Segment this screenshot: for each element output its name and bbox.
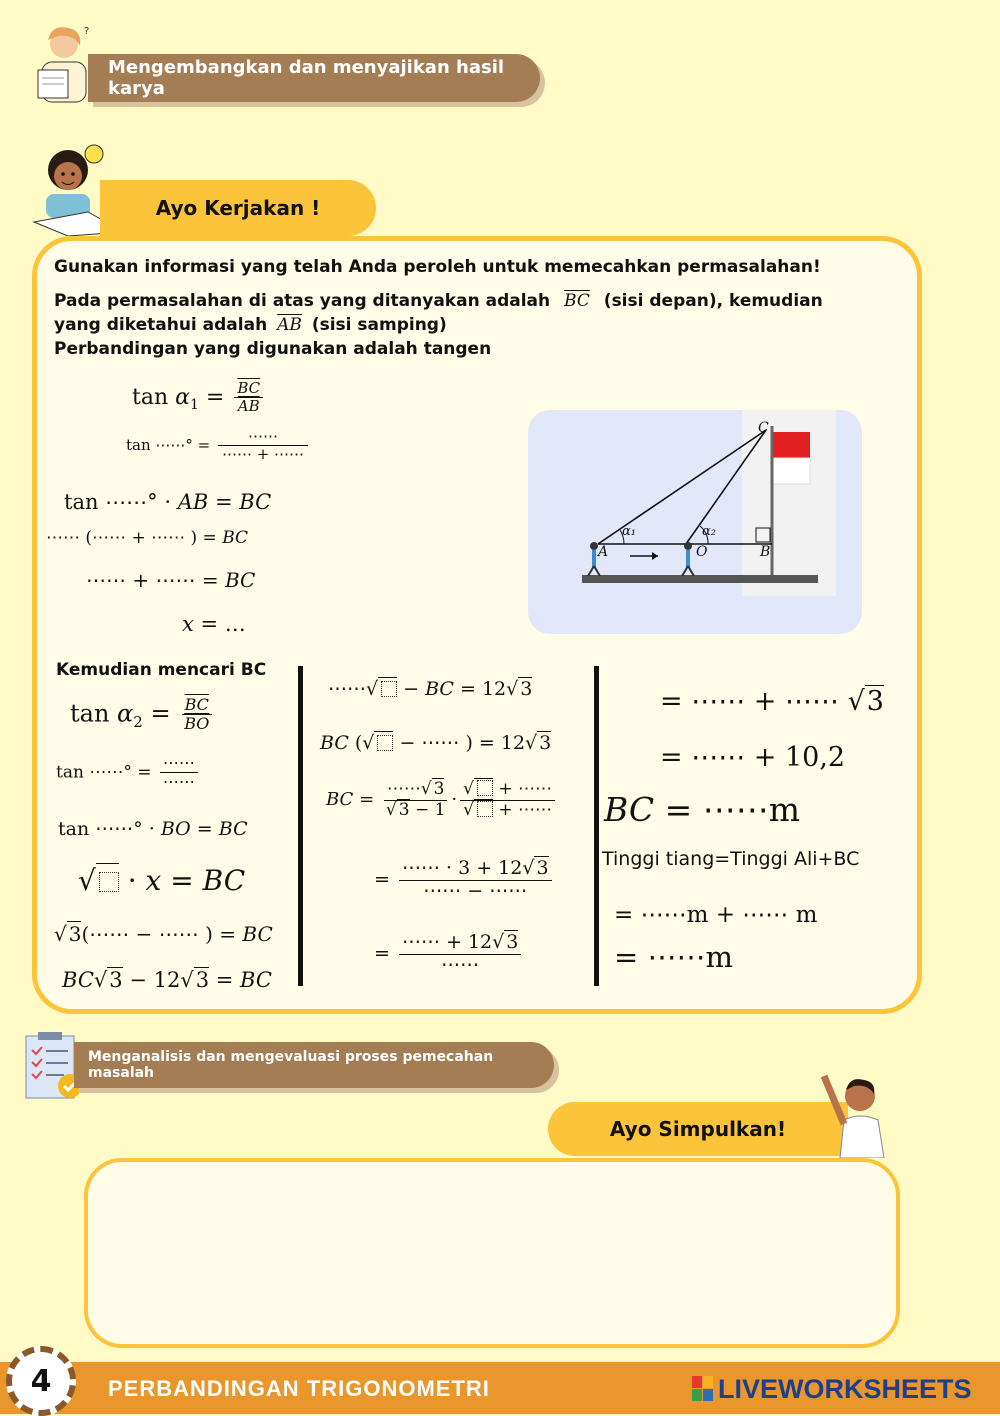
section-title: Mengembangkan dan menyajikan hasil karya [108,57,505,99]
eq-tan-fill-4: tan ⋯⋯° = $\frac{\cdots\cdots}{\cdots\cdots}$ [56,754,201,792]
label-alpha1: α₁ [622,524,636,539]
instruction-line-2: Pada permasalahan di atas yang ditanyakan adalah $\overline{BC}$ (sisi depan), kemudian [54,291,823,311]
eq-sqrt-x: √ · x = BC [78,864,246,897]
divider-2 [594,666,599,986]
liveworksheets-logo [692,1372,972,1406]
footer-title: PERBANDINGAN TRIGONOMETRI [108,1376,490,1401]
eq-sqrt3-fill: √ 3(⋯⋯ − ⋯⋯ ) = BC [54,922,273,946]
ayo-kerjakan-label: Ayo Kerjakan ! [155,196,321,220]
eq-col3-bc: BC = ⋯⋯m [604,790,801,829]
divider-1 [298,666,303,986]
label-a: A [598,544,609,560]
eq-x: x = … [182,612,246,636]
instruction-line-3: yang diketahui adalah $\overline{AB}$ (sisi samping) [54,315,447,335]
eq-col3-1: = ⋯⋯ + ⋯⋯ √3 [660,686,884,717]
conclusion-answer-box[interactable] [84,1158,900,1348]
eq-tan-alpha1: $\tan \alpha_1$ = $\frac{\overline{BC}}{AB}$ [132,380,266,416]
eq-tan-alpha2: $\tan \alpha_2$ = $\frac{\overline{BC}}{BO}$ [70,696,215,734]
eq-col2-4: = $\frac{\cdots\cdots \cdot 3 + 12√ 3}{\cdots\cdots - \cdots\cdots}$ [374,858,555,903]
ayo-kerjakan-banner [100,180,376,236]
eq-col3-4: = ⋯⋯m [614,940,734,974]
eq-fill-3: ⋯⋯ + ⋯⋯ = BC [86,568,256,592]
eq-bc-sqrt3: BC√3 − 12√3 = BC [62,968,272,992]
eq-col3-2: = ⋯⋯ + 10,2 [660,742,846,773]
kemudian-heading: Kemudian mencari BC [56,660,267,680]
liveworksheets-brand: LIVEWORKSHEETS [718,1373,972,1404]
ayo-simpulkan-label: Ayo Simpulkan! [609,1117,787,1141]
instruction-text [54,255,894,361]
segment-bc: $\overline{BC}$ [564,291,590,311]
eq-col2-2: BC (√ − ⋯⋯ ) = 12√ 3 [320,732,552,754]
page-number: 4 [30,1363,52,1399]
label-alpha2: α₂ [702,524,716,539]
eq-col3-3: = ⋯⋯m + ⋯⋯ m [614,902,818,928]
section-title: Menganalisis dan mengevaluasi proses pemecahan masalah [88,1049,494,1081]
section-banner-analyze [74,1042,554,1088]
eq-col2-5: = $\frac{\cdots\cdots + 12√ 3}{\cdots\cdots}$ [374,932,524,977]
eq-fill-2: ⋯⋯ (⋯⋯ + ⋯⋯ ) = BC [46,528,249,548]
eq-tan-ab: tan ⋯⋯° · AB = BC [64,490,272,514]
flagpole-diagram [528,410,862,634]
label-c: C [758,420,769,436]
section-banner-develop [88,54,540,102]
segment-ab: $\overline{AB}$ [277,315,302,335]
eq-col2-3: BC = $\frac{\cdots\cdots√ 3}{√ 3 - 1}$ · $\frac{√ + \cdots\cdots}{√ + \cdots\cdots}$ [326,780,558,820]
eq-col2-1: ⋯⋯√ − BC = 12√ 3 [328,678,533,700]
tinggi-text: Tinggi tiang=Tinggi Ali+BC [602,848,860,870]
instruction-line-1: Gunakan informasi yang telah Anda peroleh untuk memecahkan permasalahan! [54,257,821,277]
instruction-line-4: Perbandingan yang digunakan adalah tangen [54,339,492,359]
label-o: O [696,544,708,560]
boy-waving-icon [814,1072,894,1158]
eq-tan-fill-1: tan ⋯⋯° = $\frac{\cdots\cdots}{\cdots\cdots + \cdots\cdots}$ [126,428,311,464]
label-b: B [760,544,771,560]
liveworksheets-logo-icon [692,1376,714,1402]
page-number-badge [6,1346,76,1416]
svg-text:?: ? [84,26,90,37]
eq-tan-bo: tan ⋯⋯° · BO = BC [58,818,248,840]
ayo-simpulkan-banner [548,1102,848,1156]
